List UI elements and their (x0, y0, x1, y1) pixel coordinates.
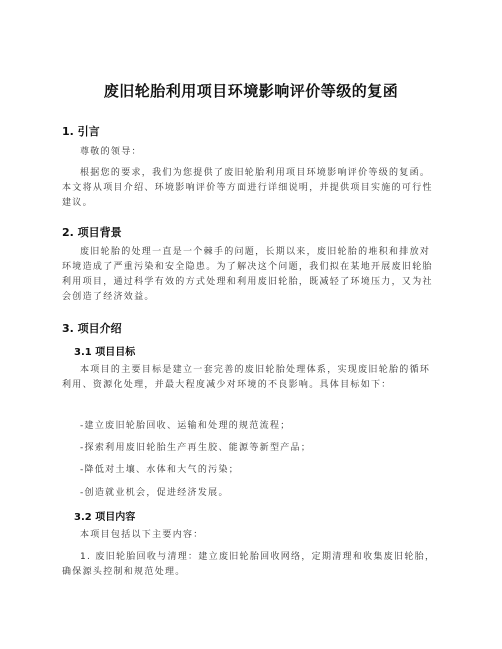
goal-item: -创造就业机会，促进经济发展。 (80, 488, 229, 498)
goal-item: -探索利用废旧轮胎生产再生胶、能源等新型产品； (80, 443, 312, 453)
intro-greeting: 尊敬的领导： (80, 147, 142, 157)
goals-paragraph: 本项目的主要目标是建立一套完善的废旧轮胎处理体系，实现废旧轮胎的循环利用、资源化处理，并最大程度减少对环境的不良影响。具体目标如下： (62, 365, 431, 390)
document-title: 废旧轮胎利用项目环境影响评价等级的复函 (103, 82, 399, 100)
subsection-heading-content: 3.2 项目内容 (74, 512, 136, 523)
section-heading-intro: 1. 引言 (62, 125, 100, 138)
section-heading-background: 2. 项目背景 (62, 226, 122, 239)
intro-paragraph: 根据您的要求，我们为您提供了废旧轮胎利用项目环境影响评价等级的复函。本文将从项目介绍、环境影响评价等方面进行详细说明，并提供项目实施的可行性建议。 (62, 168, 433, 208)
section-heading-project: 3. 项目介绍 (62, 322, 122, 335)
content-paragraph: 本项目包括以下主要内容： (80, 530, 204, 540)
goal-item: -降低对土壤、水体和大气的污染； (80, 465, 240, 475)
goal-item: -建立废旧轮胎回收、运输和处理的规范流程； (80, 421, 291, 431)
content-item: 1. 废旧轮胎回收与清理：建立废旧轮胎回收网络，定期清理和收集废旧轮胎，确保源头控制和规范处理。 (62, 552, 436, 577)
subsection-heading-goals: 3.1 项目目标 (74, 347, 136, 358)
background-paragraph: 废旧轮胎的处理一直是一个棘手的问题，长期以来，废旧轮胎的堆积和排放对环境造成了严重污染和安全隐患。为了解决这个问题，我们拟在某地开展废旧轮胎利用项目，通过科学有效的方式处理和利用废旧轮胎，既减轻了环境压力，又为社会创造了经济效益。 (62, 247, 433, 302)
